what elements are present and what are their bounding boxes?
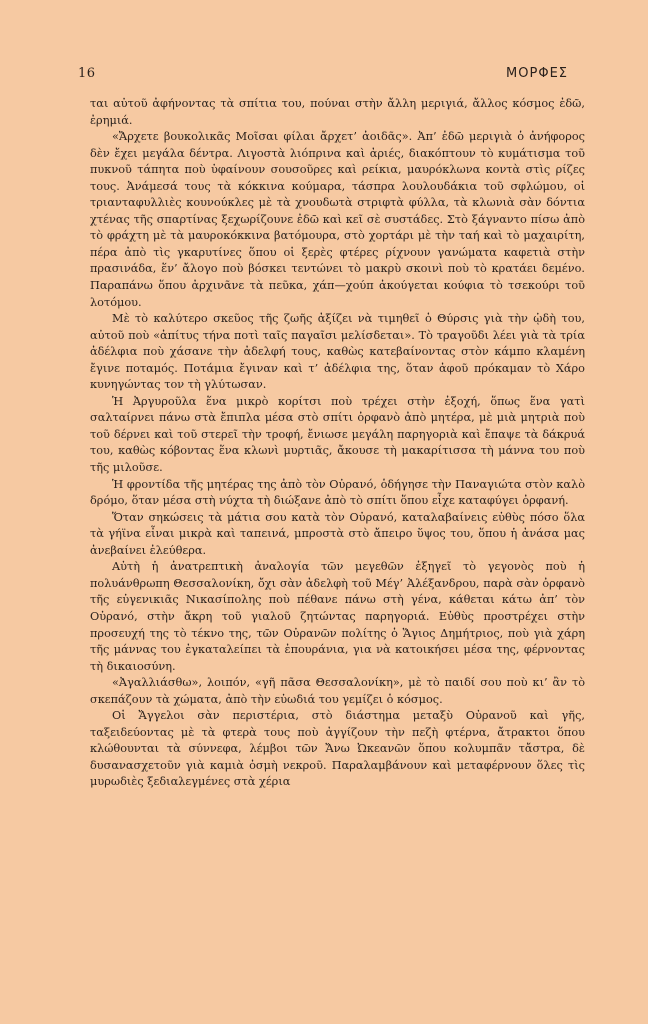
paragraph: «Ἄρχετε βουκολικᾶς Μοῖσαι φίλαι ἄρχετ’ ἀοιδᾶς». Ἀπ’ ἐδῶ μεριγιὰ ὁ ἀνήφορος δὲν ἔχει μεγάλα δέντρα. Λιγοστὰ λιόπρινα καὶ ἀριές, διακόπτουν τὸ κυμάτισμα τοῦ πυκνοῦ τάπητα ποὺ ὑφαίνουν σουσοῦρες καὶ ρείκια, μαυρόκλωνα κοντὰ στὶς ρίζες τους. Ἀνάμεσά τους τὰ κόκκινα κούμαρα, τάσπρα λουλουδάκια τοῦ σφλώμου, οἱ τριανταφυλλιὲς κουνούκλες μὲ τὰ χνουδωτὰ στριφτὰ φύλλα, τὰ κλωνιὰ σὰν δόντια χτένας τῆς σπαρτίνας ξεχωρίζουνε ἐδῶ καὶ κεῖ σὲ συστάδες. Στὸ ξάγναντο πίσω ἀπὸ τὸ φράχτη μὲ τὰ μαυροκόκκινα βατόμουρα, στὸ χορτάρι μὲ τὴν ταή καὶ τὸ μαχαιρίτη, πέρα ἀπὸ τὶς γκαρυτίνες ὅπου οἱ ξερὲς φτέρες ρίχνουν γανώματα καφετιὰ στὴν πρασινάδα, ἕν’ ἄλογο ποὺ βόσκει τεντώνει τὸ μακρὺ σκοινὶ ποὺ τὸ κρατάει δεμένο. Παραπάνω ὅπου ἀρχινᾶνε τὰ πεῦκα, χάπ—χούπ ἀκούγεται κούφια τὸ τσεκούρι τοῦ λοτόμου. — [90, 130, 585, 309]
paragraph: «Ἀγαλλιάσθω», λοιπόν, «γῆ πᾶσα Θεσσαλονίκη», μὲ τὸ παιδί σου ποὺ κι’ ἂν τὸ σκεπάζουν τὰ χώματα, ἀπὸ τὴν εὐωδιά του γεμίζει ὁ κόσμος. — [90, 676, 585, 706]
paragraph: Ὅταν σηκώσεις τὰ μάτια σου κατὰ τὸν Οὐρανό, καταλαβαίνεις εὐθὺς πόσο ὅλα τὰ γήϊνα εἶναι μικρὰ καὶ ταπεινά, μπροστὰ στὸ ἄπειρο ὕψος του, ὅπου ἡ ἀνάσα μας ἀνεβαίνει ἐλεύθερα. — [90, 510, 585, 557]
paragraph: Μὲ τὸ καλύτερο σκεῦος τῆς ζωῆς ἀξίζει νὰ τιμηθεῖ ὁ Θύρσις γιὰ τὴν ᾠδὴ του, αὐτοῦ ποὺ «ἀπίτυς τήνα ποτὶ ταῖς παγαῖσι μελίσδεται». Τὸ τραγοῦδι λέει γιὰ τὰ τρία ἀδέλφια ποὺ χάσανε τὴν ἀδελφή τους, καθὼς κατεβαίνοντας στὸν κάμπο κλαμένη ἔγινε ποταμός. Ποτάμια ἔγιναν καὶ τ’ ἀδέλφια της, ὅταν ἀφοῦ πρόκαμαν τὸ Χάρο κυνηγώντας τον τὴ γλύτωσαν. — [90, 312, 585, 392]
paragraph: Ἡ Ἀργυροῦλα ἕνα μικρὸ κορίτσι ποὺ τρέχει στὴν ἐξοχή, ὅπως ἕνα γατὶ σαλταίρνει πάνω στὰ ἔπιπλα μέσα στὸ σπίτι ὀρφανὸ ἀπὸ μητέρα, μὲ μιὰ μητριὰ ποὺ τοῦ δέρνει καὶ τοῦ στερεῖ τὴν τροφή, ἔνιωσε μεγάλη παρηγοριὰ καὶ ἔπαψε τὰ δάκρυά του, καθὼς κόβοντας ἕνα κλωνὶ μυρτιᾶς, ἄκουσε τὴ μακαρίτισσα τὴ μάννα του ποὺ τῆς μιλοῦσε. — [90, 394, 585, 475]
running-title: ΜΟΡΦΕΣ — [506, 66, 568, 81]
body-text — [90, 96, 585, 791]
paragraph: ται αὐτοῦ ἀφήνοντας τὰ σπίτια του, πούναι στὴν ἄλλη μεριγιά, ἄλλος κόσμος ἐδῶ, ἐρημιά. — [90, 97, 585, 127]
paragraph: Αὐτὴ ἡ ἀνατρεπτικὴ ἀναλογία τῶν μεγεθῶν ἐξηγεῖ τὸ γεγονὸς ποὺ ἡ πολυάνθρωπη Θεσσαλονίκη, ὄχι σὰν ἀδελφὴ τοῦ Μέγ’ Ἀλέξανδρου, παρὰ σὰν ὀρφανὸ τῆς εὐγενικιᾶς Νικασίπολης ποὺ πέθανε πάνω στὴ γένα, κάθεται κάτω ἀπ’ τὸν Οὐρανό, στὴν ἄκρη τοῦ γιαλοῦ ζητώντας παρηγοριά. Εὐθὺς προστρέχει στὴν προσευχή της τὸ τέκνο της, τῶν Οὐρανῶν πολίτης ὁ Ἅγιος Δημήτριος, ποὺ γιὰ χάρη τῆς μάννας του ἐγκαταλείπει τὰ ἐπουράνια, για νὰ κατοικήσει μέσα της, φέρνοντας τὴ δικαιοσύνη. — [90, 560, 585, 673]
paragraph: Οἱ Ἄγγελοι σὰν περιστέρια, στὸ διάστημα μεταξὺ Οὐρανοῦ καὶ γῆς, ταξειδεύοντας μὲ τὰ φτερὰ τους ποὺ ἀγγίζουν τὴν πεζὴ φτέρνα, ἄτρακτοι ὅπου κλώθουνται τὰ σύννεφα, λέμβοι τῶν Ἄνω Ὠκεανῶν ὅπου κολυμπᾶν τἄστρα, δὲ δυσανασχετοῦν γιὰ καμιὰ ὀσμὴ νεκροῦ. Παραλαμβάνουν καὶ μεταφέρνουν ὅλες τὶς μυρωδιὲς ξεδιαλεγμένες στὰ χέρια — [90, 709, 585, 789]
page-number: 16 — [78, 66, 96, 81]
paragraph: Ἡ φροντίδα τῆς μητέρας της ἀπὸ τὸν Οὐρανό, ὁδήγησε τὴν Παναγιώτα στὸν καλὸ δρόμο, ὅταν μέσα στὴ νύχτα τὴ διώξανε ἀπὸ τὸ σπίτι ὅπου εἶχε καταφύγει ὀρφανή. — [90, 477, 585, 508]
